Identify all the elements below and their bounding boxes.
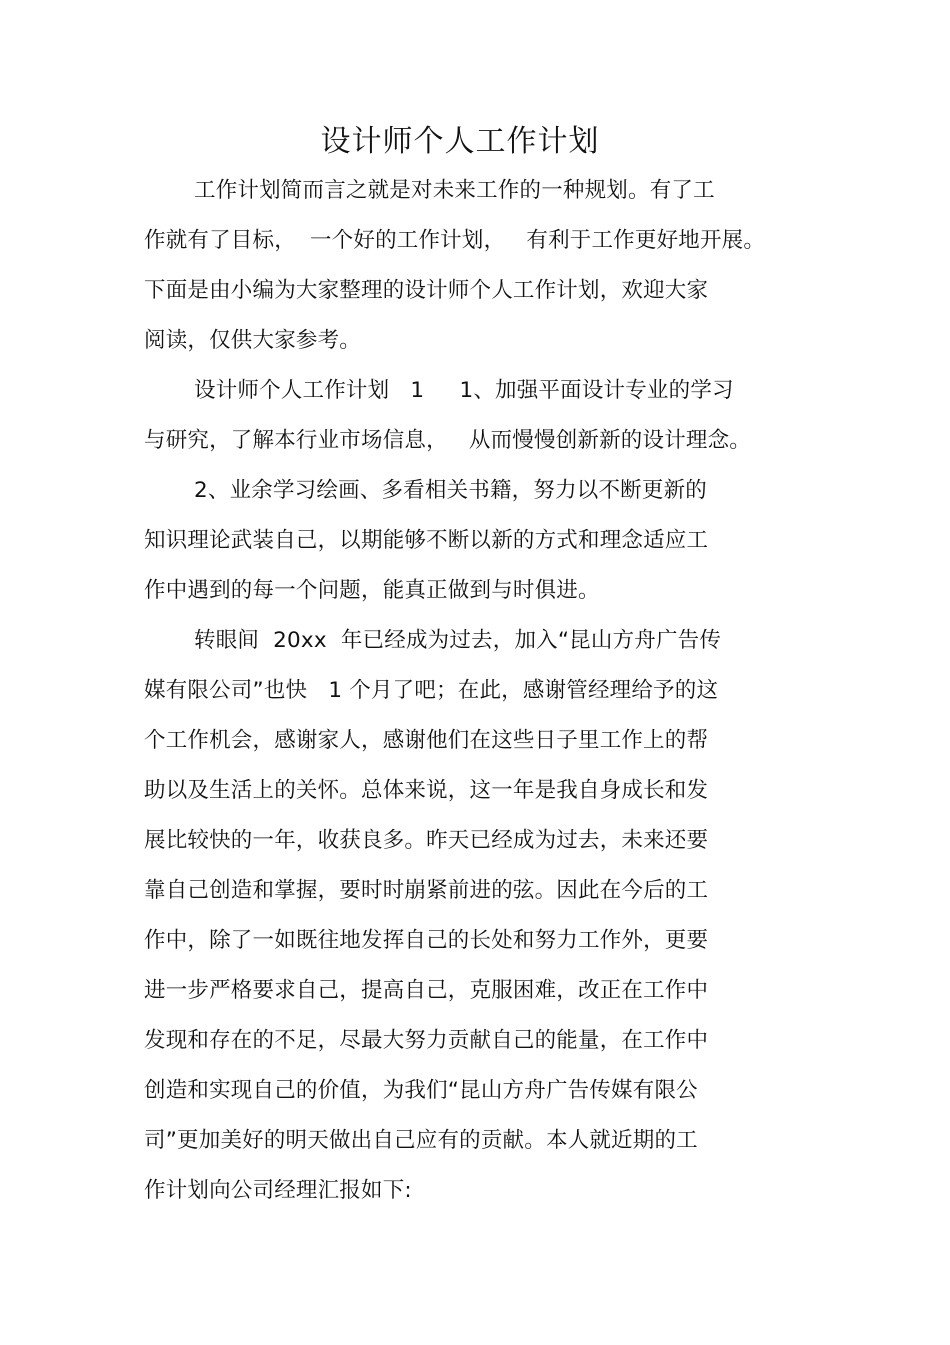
paragraph-line: 转眼间 20xx 年已经成为过去，加入“昆山方舟广告传 <box>194 628 722 653</box>
paragraph-line: 工作计划简而言之就是对未来工作的一种规划。有了工 <box>194 178 715 203</box>
paragraph-line: 助以及生活上的关怀。总体来说，这一年是我自身成长和发 <box>144 778 709 803</box>
paragraph-line: 媒有限公司”也快 1 个月了吧；在此，感谢管经理给予的这 <box>144 678 719 703</box>
paragraph-line: 创造和实现自己的价值，为我们“昆山方舟广告传媒有限公 <box>144 1078 698 1103</box>
paragraph-line: 靠自己创造和掌握，要时时崩紧前进的弦。因此在今后的工 <box>144 878 709 903</box>
paragraph-line: 2、业余学习绘画、多看相关书籍，努力以不断更新的 <box>194 478 707 503</box>
paragraph-line: 作中遇到的每一个问题，能真正做到与时俱进。 <box>144 578 600 603</box>
paragraph-line: 作中，除了一如既往地发挥自己的长处和努力工作外，更要 <box>144 928 709 953</box>
document-title: 设计师个人工作计划 <box>320 124 600 159</box>
paragraph-line: 作就有了目标， 一个好的工作计划， 有利于工作更好地开展。 <box>144 228 766 253</box>
paragraph-line: 设计师个人工作计划 1 1、加强平面设计专业的学习 <box>194 378 734 403</box>
paragraph-line: 进一步严格要求自己，提高自己，克服困难，改正在工作中 <box>144 978 709 1003</box>
paragraph-line: 下面是由小编为大家整理的设计师个人工作计划，欢迎大家 <box>144 278 709 303</box>
paragraph-line: 个工作机会，感谢家人，感谢他们在这些日子里工作上的帮 <box>144 728 709 753</box>
paragraph-line: 知识理论武装自己，以期能够不断以新的方式和理念适应工 <box>144 528 709 553</box>
paragraph-line: 与研究，了解本行业市场信息， 从而慢慢创新新的设计理念。 <box>144 428 752 453</box>
paragraph-line: 司”更加美好的明天做出自己应有的贡献。本人就近期的工 <box>144 1128 698 1153</box>
paragraph-line: 展比较快的一年，收获良多。昨天已经成为过去，未来还要 <box>144 828 709 853</box>
paragraph-line: 发现和存在的不足，尽最大努力贡献自己的能量，在工作中 <box>144 1028 709 1053</box>
paragraph-line: 作计划向公司经理汇报如下: <box>144 1178 412 1203</box>
paragraph-line: 阅读，仅供大家参考。 <box>144 328 362 353</box>
